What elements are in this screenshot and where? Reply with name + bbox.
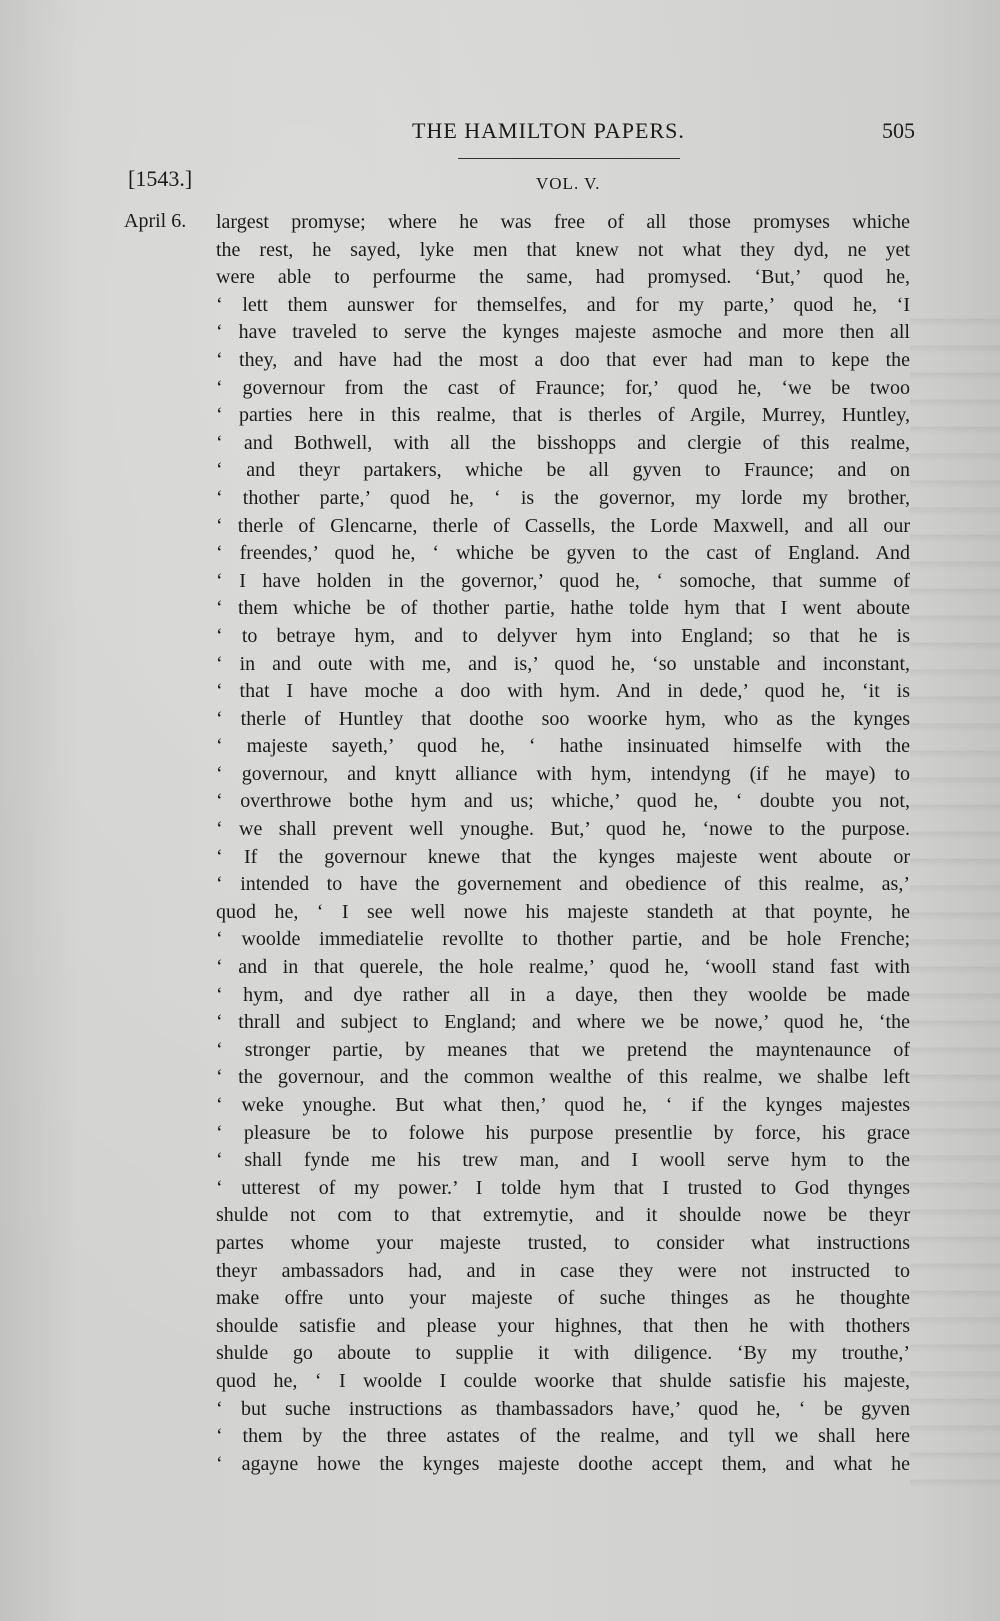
text-line: ‘ governour, and knytt alliance with hym, intendyng (if he maye) to — [216, 762, 910, 785]
text-line: ‘ If the governour knewe that the kynges majeste went aboute or — [216, 845, 910, 868]
margin-date: April 6. — [124, 210, 187, 232]
text-line: shulde go aboute to supplie it with diligence. ‘By my trouthe,’ — [216, 1342, 910, 1365]
text-line: ‘ hym, and dye rather all in a daye, then they woolde be made — [216, 983, 910, 1006]
text-line: ‘ agayne howe the kynges majeste doothe accept them, and what he — [216, 1452, 910, 1475]
text-line: ‘ weke ynoughe. But what then,’ quod he, ‘ if the kynges majestes — [216, 1094, 910, 1116]
text-line: ‘ utterest of my power.’ I tolde hym that I trusted to God thynges — [216, 1176, 910, 1199]
text-line: ‘ that I have moche a doo with hym. And in dede,’ quod he, ‘it is — [216, 680, 910, 703]
text-line: ‘ majeste sayeth,’ quod he, ‘ hathe insinuated himselfe with the — [216, 735, 910, 758]
volume-label: VOL. V. — [536, 174, 601, 193]
text-line: ‘ and Bothwell, with all the bisshopps and clergie of this realme, — [216, 431, 910, 454]
text-line: were able to perfourme the same, had promysed. ‘But,’ quod he, — [216, 266, 910, 289]
page-number: 505 — [882, 118, 915, 143]
text-line: quod he, ‘ I see well nowe his majeste standeth at that poynte, he — [216, 900, 910, 923]
year-marker: [1543.] — [128, 166, 193, 191]
text-line: ‘ therle of Glencarne, therle of Cassells, the Lorde Maxwell, and all our — [216, 514, 910, 537]
text-line: quod he, ‘ I woolde I coulde woorke that shulde satisfie his majeste, — [216, 1369, 910, 1392]
text-line: ‘ but suche instructions as thambassadors have,’ quod he, ‘ be gyven — [216, 1397, 910, 1420]
text-line: ‘ the governour, and the common wealthe of this realme, we shalbe left — [216, 1066, 910, 1089]
text-line: ‘ thother parte,’ quod he, ‘ is the governor, my lorde my brother, — [216, 486, 910, 509]
title-rule — [458, 158, 680, 159]
text-line: ‘ lett them aunswer for themselfes, and for my parte,’ quod he, ‘I — [216, 293, 910, 316]
text-line: theyr ambassadors had, and in case they were not instructed to — [216, 1259, 910, 1282]
text-line: ‘ and in that querele, the hole realme,’ quod he, ‘wooll stand fast with — [216, 956, 910, 979]
text-line: make offre unto your majeste of suche thinges as he thoughte — [216, 1287, 910, 1310]
text-line: the rest, he sayed, lyke men that knew not what they dyd, ne yet — [216, 238, 910, 261]
body-text — [216, 209, 910, 1478]
text-line: ‘ I have holden in the governor,’ quod he, ‘ somoche, that summe of — [216, 569, 910, 592]
text-line: shulde not com to that extremytie, and it shoulde nowe be theyr — [216, 1204, 910, 1227]
text-line: partes whome your majeste trusted, to consider what instructions — [216, 1231, 910, 1254]
text-line: ‘ parties here in this realme, that is therles of Argile, Murrey, Huntley, — [216, 404, 910, 427]
text-line: ‘ they, and have had the most a doo that ever had man to kepe the — [216, 348, 910, 371]
text-line: ‘ we shall prevent well ynoughe. But,’ quod he, ‘nowe to the purpose. — [216, 818, 910, 841]
text-line: ‘ freendes,’ quod he, ‘ whiche be gyven to the cast of England. And — [216, 542, 910, 565]
text-line: ‘ thrall and subject to England; and where we be nowe,’ quod he, ‘the — [216, 1011, 910, 1034]
text-line: ‘ have traveled to serve the kynges majeste asmoche and more then all — [216, 321, 910, 344]
text-line: ‘ and theyr partakers, whiche be all gyven to Fraunce; and on — [216, 459, 910, 482]
text-line: largest promyse; where he was free of all those promyses whiche — [216, 211, 910, 233]
bleed-through-shadow — [910, 300, 1000, 1500]
text-line: ‘ governour from the cast of Fraunce; for,’ quod he, ‘we be twoo — [216, 376, 910, 399]
running-title: THE HAMILTON PAPERS. — [412, 118, 685, 143]
text-line: ‘ pleasure be to folowe his purpose presentlie by force, his grace — [216, 1121, 910, 1144]
text-line: ‘ intended to have the governement and obedience of this realme, as,’ — [216, 873, 910, 896]
text-line: ‘ overthrowe bothe hym and us; whiche,’ quod he, ‘ doubte you not, — [216, 790, 910, 813]
text-line: shoulde satisfie and please your highnes, that then he with thothers — [216, 1314, 910, 1337]
text-line: ‘ shall fynde me his trew man, and I wooll serve hym to the — [216, 1149, 910, 1172]
text-line: ‘ stronger partie, by meanes that we pretend the mayntenaunce of — [216, 1038, 910, 1061]
text-line: ‘ to betraye hym, and to delyver hym into England; so that he is — [216, 624, 910, 647]
text-line: ‘ therle of Huntley that doothe soo woorke hym, who as the kynges — [216, 707, 910, 730]
text-line: ‘ woolde immediatelie revollte to thother partie, and be hole Frenche; — [216, 928, 910, 951]
text-line: ‘ them by the three astates of the realme, and tyll we shall here — [216, 1425, 910, 1448]
text-line: ‘ them whiche be of thother partie, hathe tolde hym that I went aboute — [216, 597, 910, 620]
text-line: ‘ in and oute with me, and is,’ quod he, ‘so unstable and inconstant, — [216, 652, 910, 675]
